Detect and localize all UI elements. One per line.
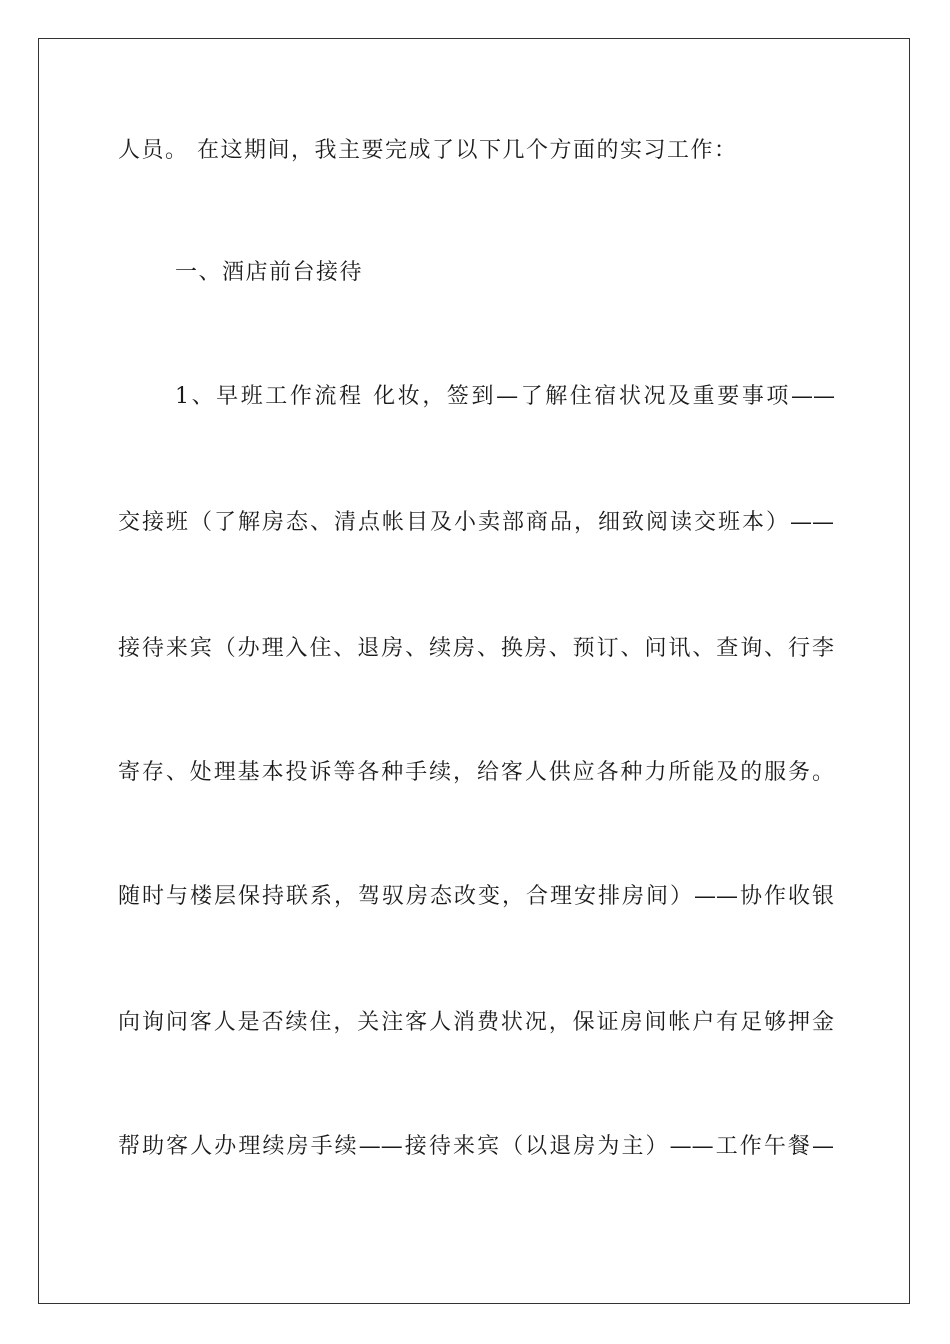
page-border: [38, 38, 910, 1304]
paragraph-line-3: 1、早班工作流程 化妆，签到—了解住宿状况及重要事项——: [175, 384, 835, 409]
paragraph-line-1: 人员。 在这期间，我主要完成了以下几个方面的实习工作：: [118, 138, 738, 163]
paragraph-line-7: 随时与楼层保持联系，驾驭房态改变，合理安排房间）——协作收银: [118, 884, 834, 909]
paragraph-line-8: 向询问客人是否续住，关注客人消费状况，保证房间帐户有足够押金: [118, 1010, 834, 1035]
paragraph-line-9: 帮助客人办理续房手续——接待来宾（以退房为主）——工作午餐—: [118, 1134, 834, 1159]
section-heading: 一、酒店前台接待: [175, 260, 364, 285]
paragraph-line-4: 交接班（了解房态、清点帐目及小卖部商品，细致阅读交班本）——: [118, 510, 834, 535]
paragraph-line-5: 接待来宾（办理入住、退房、续房、换房、预订、问讯、查询、行李: [118, 636, 834, 661]
paragraph-line-6: 寄存、处理基本投诉等各种手续，给客人供应各种力所能及的服务。: [118, 760, 834, 785]
